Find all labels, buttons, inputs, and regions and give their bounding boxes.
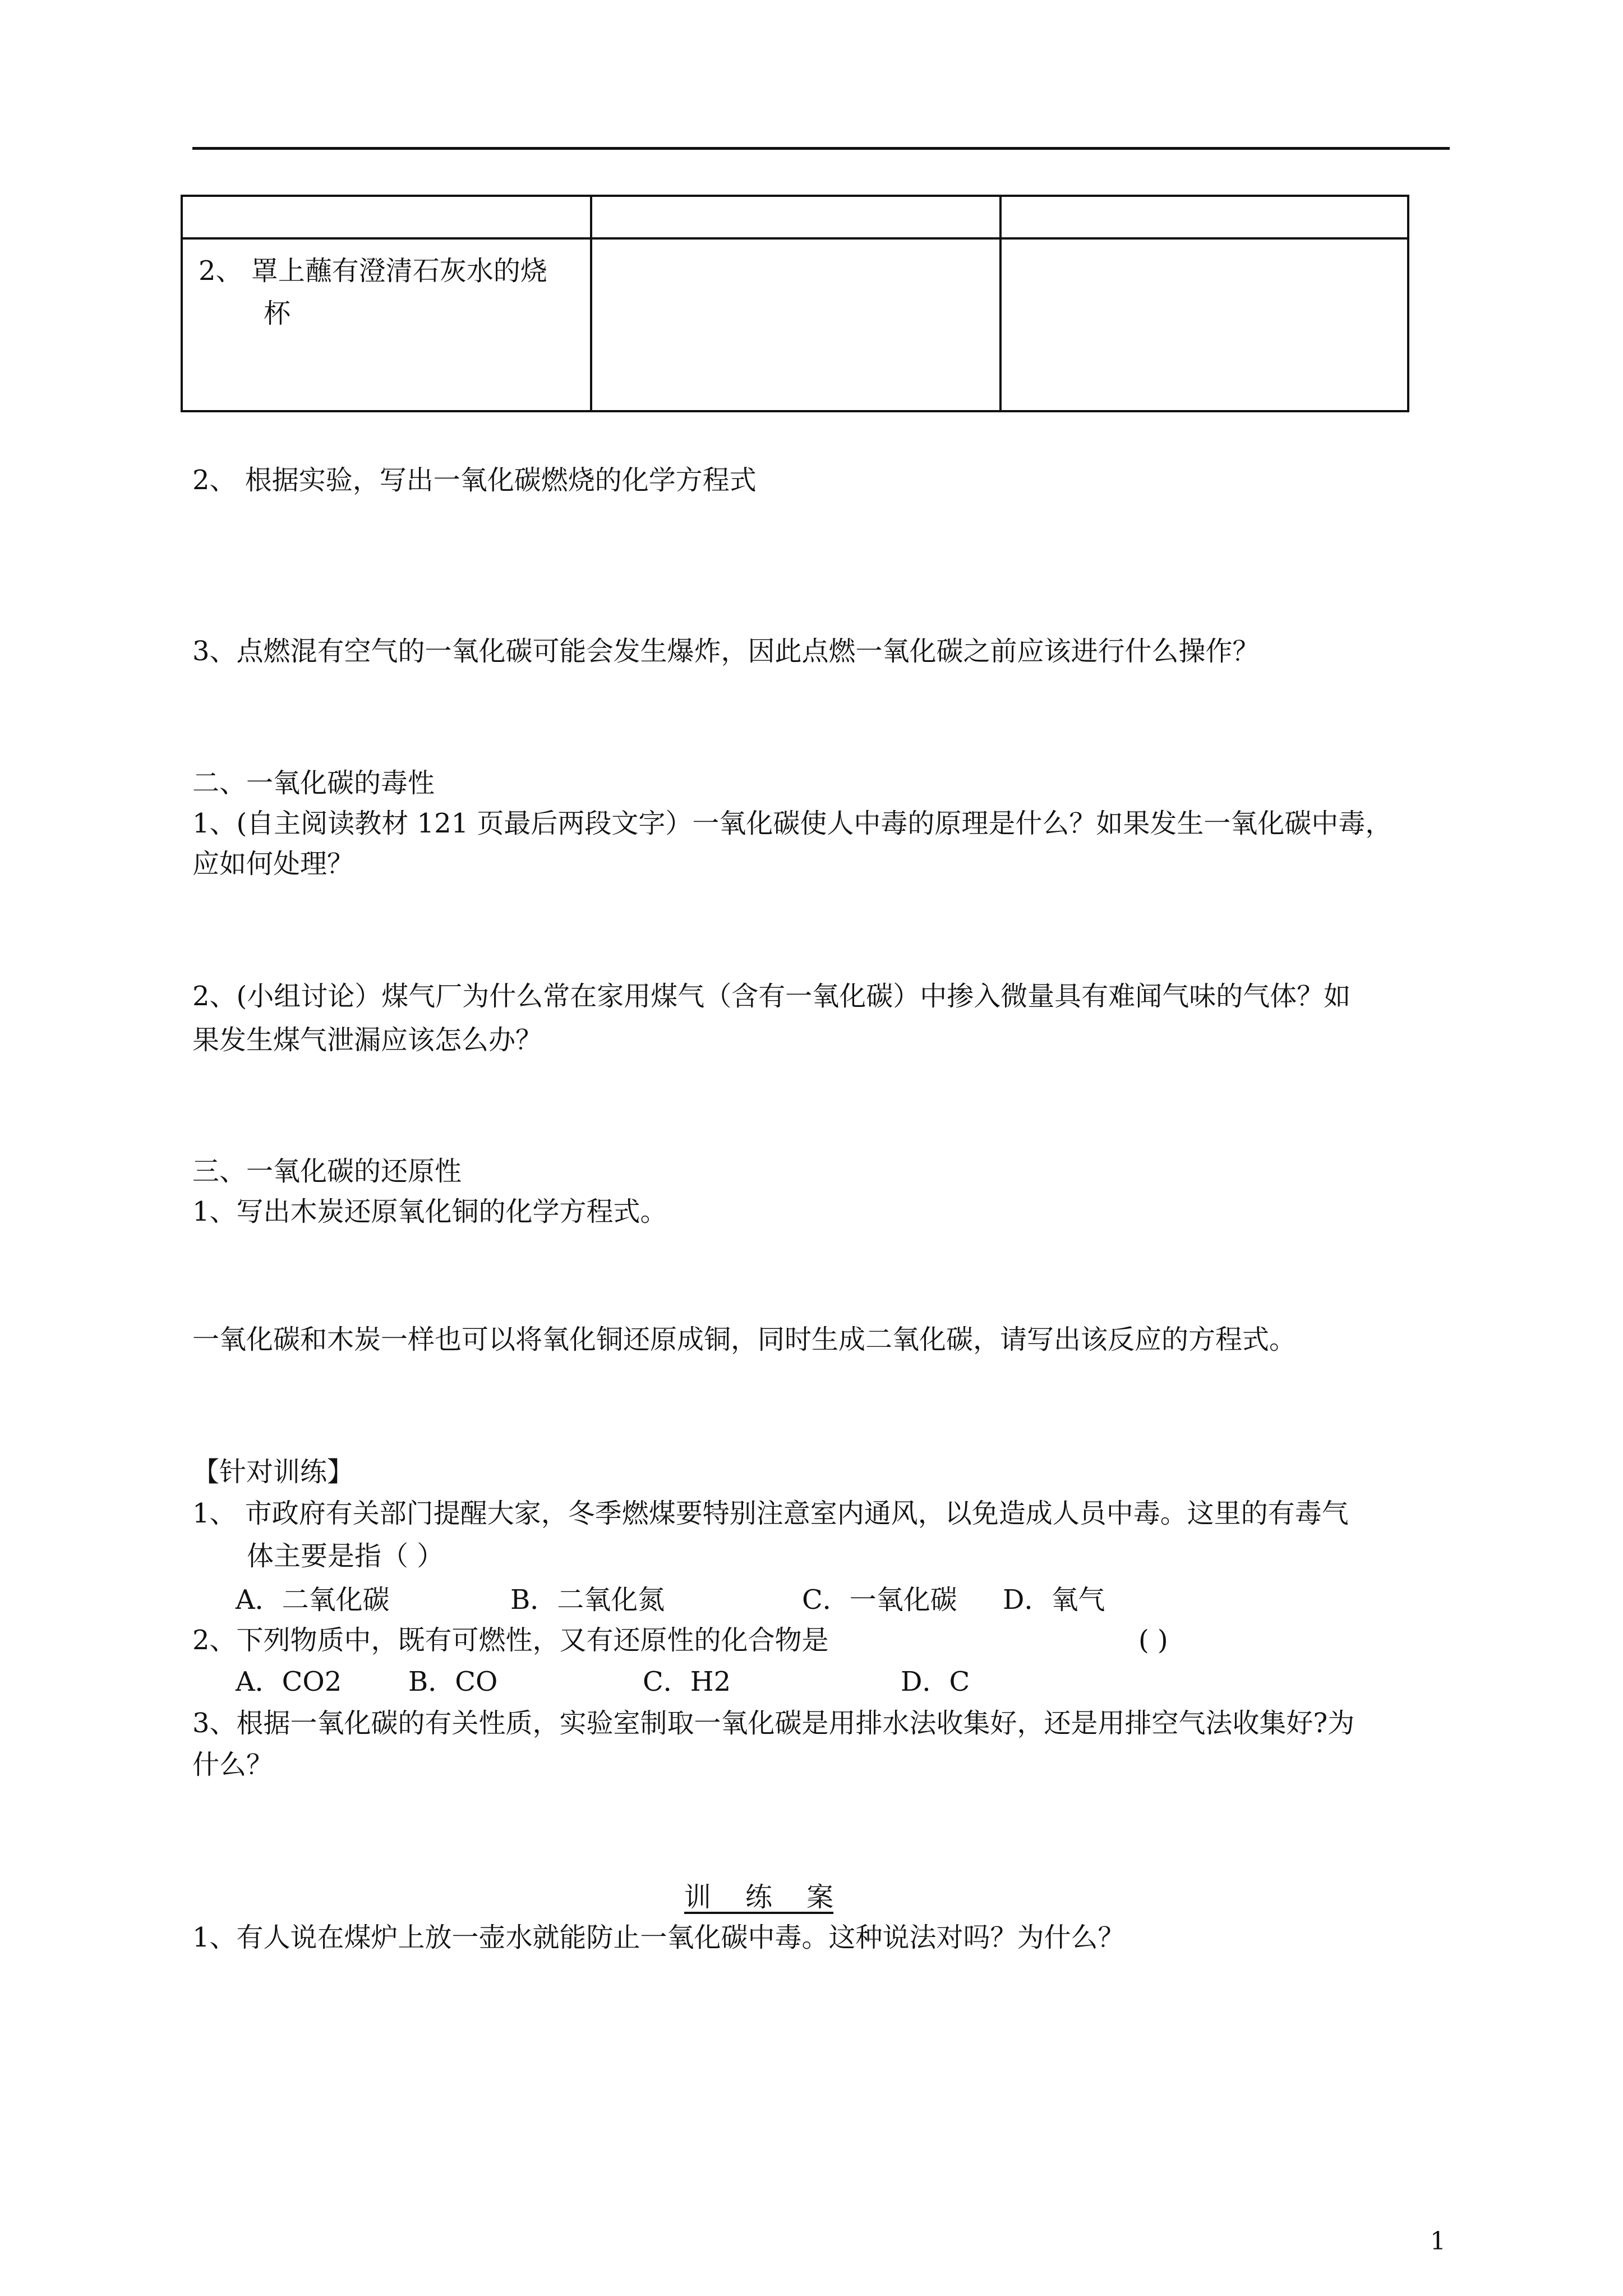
training-q1-line1: 1、 市政府有关部门提醒大家，冬季燃煤要特别注意室内通风，以免造成人员中毒。这里的有毒气 xyxy=(192,1498,1349,1529)
table-cell xyxy=(591,238,1000,411)
practice-q1: 1、有人说在煤炉上放一壶水就能防止一氧化碳中毒。这种说法对吗？为什么？ xyxy=(192,1922,1125,1953)
question-explosion: 3、点燃混有空气的一氧化碳可能会发生爆炸，因此点燃一氧化碳之前应该进行什么操作？ xyxy=(192,636,1260,667)
table-row xyxy=(182,196,1408,238)
question-poison-principle-line1: 1、(自主阅读教材 121 页最后两段文字）一氧化碳使人中毒的原理是什么？如果发生一氧化碳中毒， xyxy=(192,808,1393,839)
training-q2-option-c: C．H2 xyxy=(643,1666,731,1697)
training-q1-option-a: A．二氧化碳 xyxy=(236,1584,390,1616)
table-cell xyxy=(182,196,591,238)
training-q1-option-d: D．氧气 xyxy=(1003,1584,1105,1616)
section-heading-reduction: 三、一氧化碳的还原性 xyxy=(192,1156,462,1187)
table-cell xyxy=(591,196,1000,238)
training-q1-line2: 体主要是指（ ） xyxy=(247,1540,444,1572)
training-q2-answer-paren: ( ) xyxy=(1138,1625,1168,1656)
training-q2-line1: 2、下列物质中，既有可燃性，又有还原性的化合物是 xyxy=(192,1625,829,1656)
training-heading: 【针对训练】 xyxy=(192,1456,354,1488)
question-gas-odor-line2: 果发生煤气泄漏应该怎么办？ xyxy=(192,1024,543,1056)
table-cell xyxy=(182,238,591,411)
page-number: 1 xyxy=(1430,2227,1446,2256)
training-q2-option-a: A．CO2 xyxy=(236,1666,342,1697)
section-heading-toxicity: 二、一氧化碳的毒性 xyxy=(192,767,435,799)
training-q2-option-b: B．CO xyxy=(408,1666,498,1697)
table-cell xyxy=(1000,196,1408,238)
training-q3-line2: 什么？ xyxy=(192,1749,274,1780)
training-q1-option-c: C．一氧化碳 xyxy=(802,1584,957,1616)
experiment-table xyxy=(181,195,1409,412)
question-poison-principle-line2: 应如何处理？ xyxy=(192,848,354,880)
question-co-reduction: 一氧化碳和木炭一样也可以将氧化铜还原成铜，同时生成二氧化碳，请写出该反应的方程式。 xyxy=(192,1324,1297,1355)
question-gas-odor-line1: 2、(小组讨论）煤气厂为什么常在家用煤气（含有一氧化碳）中掺入微量具有难闻气味的气体？如 xyxy=(192,981,1351,1012)
training-q1-option-b: B．二氧化氮 xyxy=(510,1584,665,1616)
practice-heading: 训 练 案 xyxy=(684,1881,834,1913)
question-charcoal-reduction: 1、写出木炭还原氧化铜的化学方程式。 xyxy=(192,1196,667,1227)
training-q3-line1: 3、根据一氧化碳的有关性质，实验室制取一氧化碳是用排水法收集好，还是用排空气法收集好?为 xyxy=(192,1708,1355,1739)
row-label-line1: 2、 罩上蘸有澄清石灰水的烧 xyxy=(199,255,547,287)
table-row xyxy=(182,238,1408,411)
row-label-line2: 杯 xyxy=(264,298,291,329)
training-q2-option-d: D．C xyxy=(901,1666,970,1697)
header-rule xyxy=(192,147,1450,150)
table-cell xyxy=(1000,238,1408,411)
question-combustion-equation: 2、 根据实验，写出一氧化碳燃烧的化学方程式 xyxy=(192,464,757,496)
